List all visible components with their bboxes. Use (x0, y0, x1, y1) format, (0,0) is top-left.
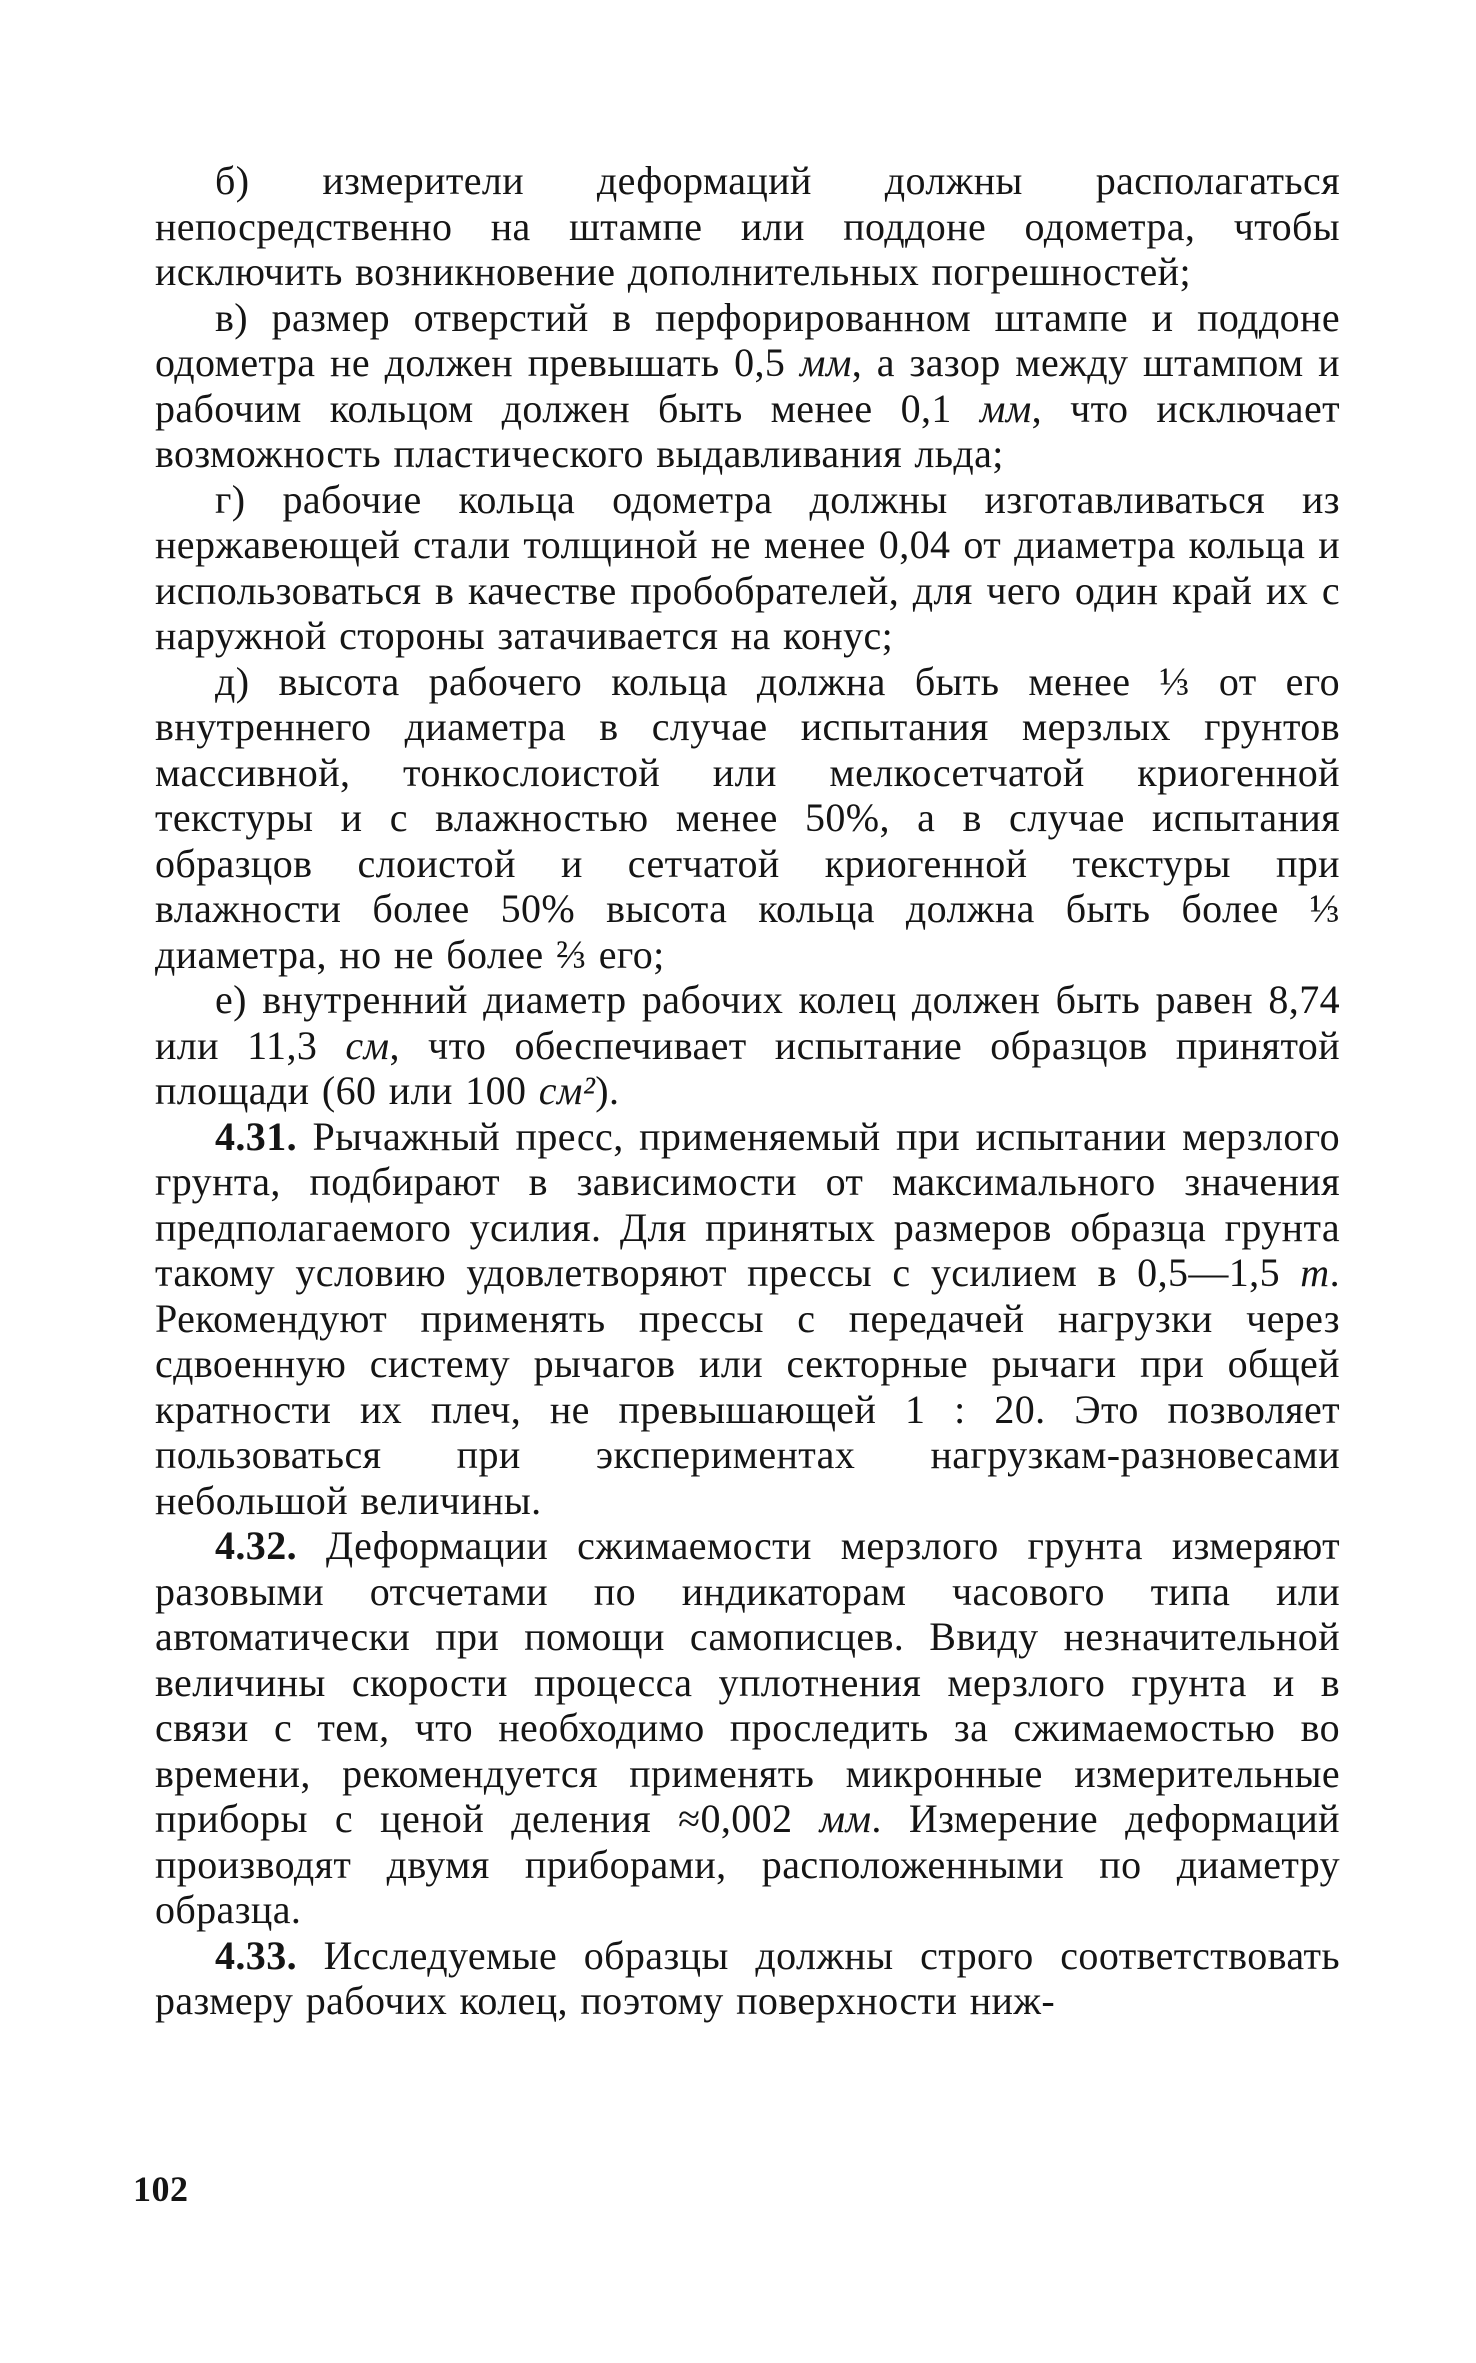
paragraph-b: б) измерители деформаций должны располагаться непосредственно на штампе или поддоне одометра, чтобы исключить возникновение дополнительных погрешностей; (155, 158, 1340, 294)
paragraph-e: е) внутренний диаметр рабочих колец должен быть равен 8,74 или 11,3 см, что обеспечивает испытание образцов принятой площади (60 или 100 см²). (155, 977, 1341, 1113)
paragraph-v: в) размер отверстий в перфорированном штампе и поддоне одометра не должен превышать 0,5 мм, а зазор между штампом и рабочим кольцом должен быть менее 0,1 мм, что исключает возможность пластического выдавливания льда; (155, 294, 1340, 476)
section-4-33: 4.33. Исследуемые образцы должны строго соответствовать размеру рабочих колец, поэтому поверхности ниж- (155, 1932, 1340, 2023)
paragraph-d: д) высота рабочего кольца должна быть менее ⅓ от его внутреннего диаметра в случае испытания мерзлых грунтов массивной, тонкослоистой или мелкосетчатой криогенной текстуры и с влажностью менее 50%, а в случае испытания образцов слоистой и сетчатой криогенной текстуры при влажности более 50% высота кольца должна быть более ⅓ диаметра, но не более ⅔ его; (155, 658, 1340, 977)
section-4-31: 4.31. Рычажный пресс, применяемый при испытании мерзлого грунта, подбирают в зависимости от максимального значения предполагаемого усилия. Для принятых размеров образца грунта такому условию удовлетворяют прессы с усилием в 0,5—1,5 т. Рекомендуют применять прессы с передачей нагрузки через сдвоенную систему рычагов или секторные рычаги при общей кратности их плеч, не превышающей 1 : 20. Это позволяет пользоваться при экспериментах нагрузкам-разновесами небольшой величины. (155, 1113, 1340, 1523)
section-number: 4.31. (215, 1113, 297, 1159)
paragraph-g: г) рабочие кольца одометра должны изготавливаться из нержавеющей стали толщиной не менее 0,04 от диаметра кольца и использоваться в качестве пробобрателей, для чего один край их с наружной стороны затачивается на конус; (155, 476, 1340, 658)
section-number: 4.33. (215, 1932, 297, 1978)
section-4-32: 4.32. Деформации сжимаемости мерзлого грунта измеряют разовыми отсчетами по индикаторам часового типа или автоматически при помощи самописцев. Ввиду незначительной величины скорости процесса уплотнения мерзлого грунта и в связи с тем, что необходимо проследить за сжимаемостью во времени, рекомендуется применять микронные измерительные приборы с ценой деления ≈0,002 мм. Измерение деформаций производят двумя приборами, расположенными по диаметру образца. (155, 1523, 1340, 1932)
page-text (155, 158, 1340, 2024)
page-number: 102 (133, 2169, 189, 2209)
section-number: 4.32. (215, 1523, 297, 1568)
